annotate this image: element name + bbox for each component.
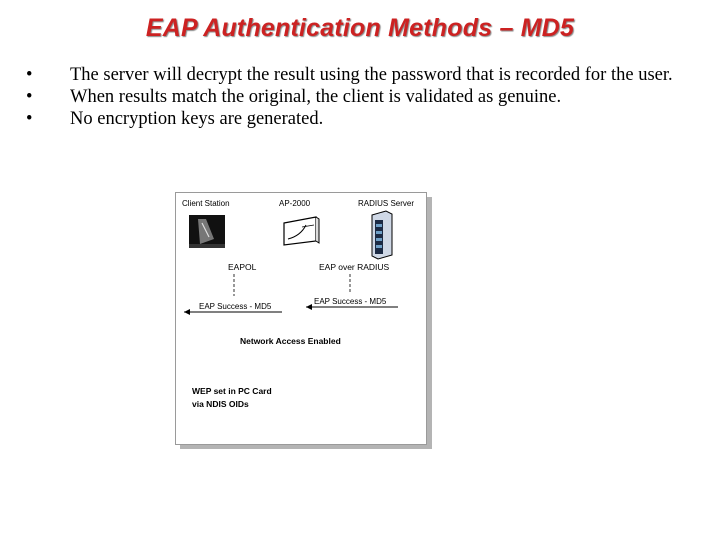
success-radius-arrowhead (306, 304, 312, 310)
bullet-text: When results match the original, the client is validated as genuine. (70, 87, 562, 107)
bullet-item (26, 108, 676, 130)
wep-note-line1: WEP set in PC Card (192, 386, 272, 396)
wep-note-line2: via NDIS OIDs (192, 399, 249, 409)
slide-title: EAP Authentication Methods – MD5 (145, 14, 575, 42)
eap-md5-diagram (175, 192, 427, 445)
bullet-list (26, 64, 676, 130)
success-radius-label: EAP Success - MD5 (314, 297, 387, 306)
diagram-canvas (176, 193, 426, 444)
laptop-icon (189, 215, 225, 248)
access-point-icon (284, 217, 319, 245)
column-label-client: Client Station (182, 199, 230, 208)
network-access-label: Network Access Enabled (240, 336, 341, 346)
bullet-marker: • (26, 65, 33, 85)
success-client-label: EAP Success - MD5 (199, 302, 272, 311)
column-label-radius: RADIUS Server (358, 199, 415, 208)
bullet-item (26, 64, 676, 86)
eap-over-radius-label: EAP over RADIUS (319, 262, 390, 272)
column-label-ap: AP-2000 (279, 199, 311, 208)
eapol-label: EAPOL (228, 262, 257, 272)
success-client-arrowhead (184, 309, 190, 315)
server-icon (372, 211, 392, 259)
bullet-text: The server will decrypt the result using the password that is recorded for the user. (70, 65, 673, 85)
bullet-text: No encryption keys are generated. (70, 109, 324, 129)
bullet-marker: • (26, 87, 33, 107)
bullet-item (26, 86, 676, 108)
bullet-marker: • (26, 109, 33, 129)
